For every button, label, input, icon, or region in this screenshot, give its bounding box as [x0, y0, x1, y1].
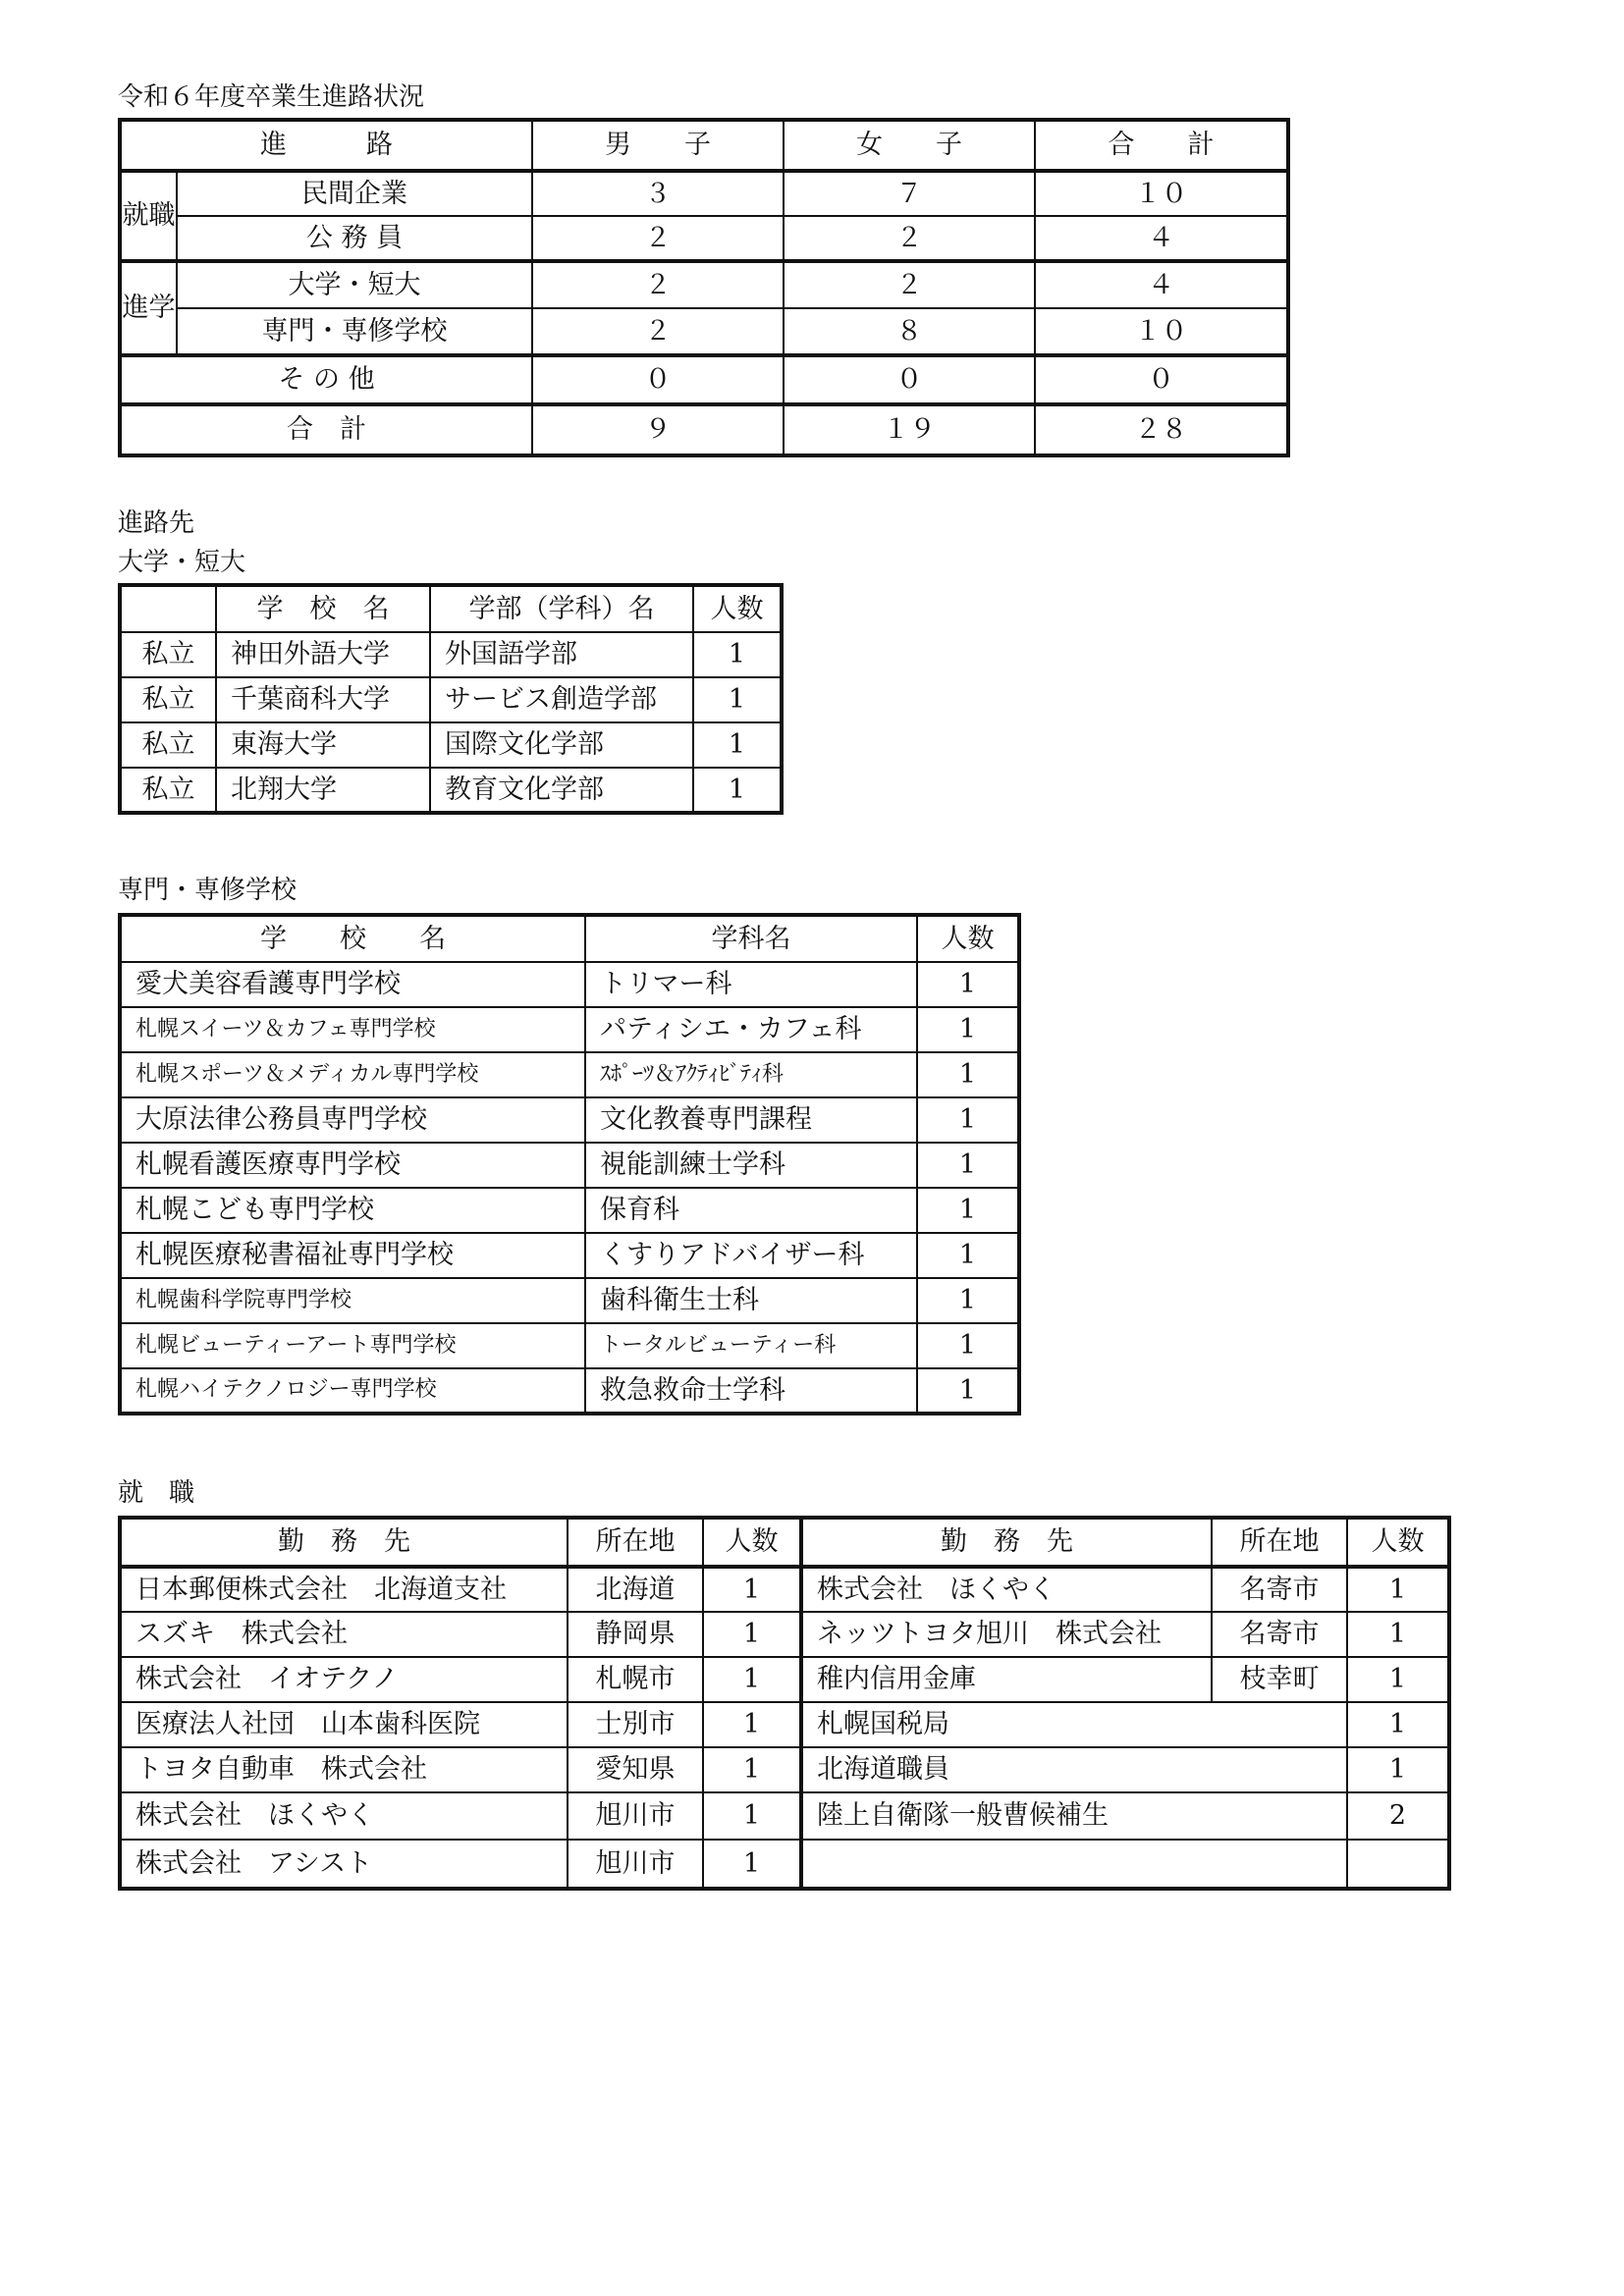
emp-employer-right: 陸上自衛隊一般曹候補生 — [801, 1792, 1347, 1840]
voc-header-count: 人数 — [917, 915, 1019, 962]
table-row — [120, 1657, 1449, 1702]
voc-dept: 救急救命士学科 — [585, 1368, 917, 1414]
row-male: ２ — [532, 216, 784, 261]
uni-type: 私立 — [120, 677, 216, 722]
emp-header-location-right: 所在地 — [1212, 1518, 1347, 1567]
row-label: 公 務 員 — [177, 216, 532, 261]
destinations-heading: 進路先 — [118, 508, 195, 538]
table-row — [120, 1007, 1019, 1052]
emp-count: 1 — [703, 1840, 801, 1889]
row-male: ２ — [532, 308, 784, 355]
emp-employer-right: 北海道職員 — [801, 1747, 1347, 1792]
table-row — [120, 1188, 1019, 1233]
uni-faculty: 外国語学部 — [430, 632, 693, 677]
row-label: 大学・短大 — [177, 261, 532, 308]
emp-location-right: 枝幸町 — [1212, 1657, 1347, 1702]
table-row — [120, 1792, 1449, 1840]
emp-count-right: 2 — [1347, 1792, 1449, 1840]
university-heading: 大学・短大 — [118, 548, 246, 577]
row-total: １０ — [1035, 171, 1288, 216]
voc-dept: ｽﾎﾟｰﾂ＆ｱｸﾃｨﾋﾞﾃｨ科 — [585, 1052, 917, 1097]
table-row — [120, 962, 1019, 1007]
voc-count: 1 — [917, 1143, 1019, 1188]
row-sum-total: ２８ — [1035, 404, 1288, 455]
emp-location: 愛知県 — [568, 1747, 703, 1792]
emp-count-right: 1 — [1347, 1747, 1449, 1792]
voc-school: 札幌スイーツ＆カフェ専門学校 — [120, 1007, 585, 1052]
table-row — [120, 722, 782, 768]
voc-school: 大原法律公務員専門学校 — [120, 1097, 585, 1143]
table-row — [120, 1368, 1019, 1414]
row-total: ４ — [1035, 216, 1288, 261]
voc-dept: 文化教養専門課程 — [585, 1097, 917, 1143]
table-row — [120, 1052, 1019, 1097]
uni-faculty: 国際文化学部 — [430, 722, 693, 768]
emp-location: 北海道 — [568, 1567, 703, 1612]
row-female: ８ — [784, 308, 1035, 355]
voc-school: 札幌スポーツ＆メディカル専門学校 — [120, 1052, 585, 1097]
emp-employer-right — [801, 1840, 1347, 1889]
emp-employer-right: 稚内信用金庫 — [801, 1657, 1212, 1702]
emp-count-right: 1 — [1347, 1702, 1449, 1747]
emp-count-right: 1 — [1347, 1567, 1449, 1612]
vocational-heading: 専門・専修学校 — [118, 876, 298, 905]
emp-header-employer: 勤 務 先 — [120, 1518, 568, 1567]
voc-count: 1 — [917, 1052, 1019, 1097]
uni-header-count: 人数 — [693, 585, 782, 632]
uni-count: 1 — [693, 677, 782, 722]
emp-count-right — [1347, 1840, 1449, 1889]
voc-header-school: 学 校 名 — [120, 915, 585, 962]
emp-header-count: 人数 — [703, 1518, 801, 1567]
voc-count: 1 — [917, 962, 1019, 1007]
voc-school: 札幌医療秘書福祉専門学校 — [120, 1233, 585, 1278]
header-path: 進 路 — [120, 120, 532, 171]
emp-count-right: 1 — [1347, 1612, 1449, 1657]
uni-type: 私立 — [120, 768, 216, 813]
emp-employer-right: 札幌国税局 — [801, 1702, 1347, 1747]
uni-count: 1 — [693, 722, 782, 768]
emp-location-right: 名寄市 — [1212, 1612, 1347, 1657]
emp-header-employer-right: 勤 務 先 — [801, 1518, 1212, 1567]
voc-dept: 視能訓練士学科 — [585, 1143, 917, 1188]
voc-count: 1 — [917, 1007, 1019, 1052]
voc-school: 札幌看護医療専門学校 — [120, 1143, 585, 1188]
row-sum-male: ９ — [532, 404, 784, 455]
emp-employer: 日本郵便株式会社 北海道支社 — [120, 1567, 568, 1612]
row-sum-label: 合 計 — [120, 404, 532, 455]
voc-header-dept: 学科名 — [585, 915, 917, 962]
summary-table — [118, 118, 1290, 457]
table-row — [120, 768, 782, 813]
emp-employer: トヨタ自動車 株式会社 — [120, 1747, 568, 1792]
uni-school: 千葉商科大学 — [216, 677, 430, 722]
table-row — [120, 1567, 1449, 1612]
row-total: ４ — [1035, 261, 1288, 308]
emp-location: 札幌市 — [568, 1657, 703, 1702]
row-male: ３ — [532, 171, 784, 216]
row-other-label: そ の 他 — [120, 355, 532, 404]
row-sum-female: １９ — [784, 404, 1035, 455]
row-female: ２ — [784, 261, 1035, 308]
voc-school: 札幌ハイテクノロジー専門学校 — [120, 1368, 585, 1414]
table-row — [120, 632, 782, 677]
emp-count: 1 — [703, 1792, 801, 1840]
voc-count: 1 — [917, 1188, 1019, 1233]
header-total: 合 計 — [1035, 120, 1288, 171]
emp-location: 旭川市 — [568, 1840, 703, 1889]
uni-count: 1 — [693, 768, 782, 813]
group-higher-ed: 進学 — [120, 261, 177, 355]
voc-school: 愛犬美容看護専門学校 — [120, 962, 585, 1007]
table-row — [120, 1097, 1019, 1143]
uni-faculty: サービス創造学部 — [430, 677, 693, 722]
emp-employer-right: ネッツトヨタ旭川 株式会社 — [801, 1612, 1212, 1657]
uni-header-school: 学 校 名 — [216, 585, 430, 632]
voc-school: 札幌ビューティーアート専門学校 — [120, 1323, 585, 1368]
emp-employer: 医療法人社団 山本歯科医院 — [120, 1702, 568, 1747]
emp-location: 静岡県 — [568, 1612, 703, 1657]
row-other-total: ０ — [1035, 355, 1288, 404]
voc-count: 1 — [917, 1368, 1019, 1414]
voc-dept: 歯科衛生士科 — [585, 1278, 917, 1323]
uni-school: 東海大学 — [216, 722, 430, 768]
table-row — [120, 1612, 1449, 1657]
row-total: １０ — [1035, 308, 1288, 355]
emp-employer: 株式会社 ほくやく — [120, 1792, 568, 1840]
table-row — [120, 1278, 1019, 1323]
header-male: 男 子 — [532, 120, 784, 171]
emp-employer: スズキ 株式会社 — [120, 1612, 568, 1657]
row-female: ２ — [784, 216, 1035, 261]
emp-header-location: 所在地 — [568, 1518, 703, 1567]
uni-type: 私立 — [120, 722, 216, 768]
voc-count: 1 — [917, 1323, 1019, 1368]
employment-table — [118, 1516, 1451, 1891]
voc-dept: くすりアドバイザー科 — [585, 1233, 917, 1278]
university-table — [118, 583, 784, 815]
voc-dept: パティシエ・カフェ科 — [585, 1007, 917, 1052]
row-other-female: ０ — [784, 355, 1035, 404]
uni-school: 北翔大学 — [216, 768, 430, 813]
table-row — [120, 1233, 1019, 1278]
voc-dept: 保育科 — [585, 1188, 917, 1233]
voc-count: 1 — [917, 1278, 1019, 1323]
table-row — [120, 1323, 1019, 1368]
row-label: 民間企業 — [177, 171, 532, 216]
row-other-male: ０ — [532, 355, 784, 404]
row-male: ２ — [532, 261, 784, 308]
table-row — [120, 677, 782, 722]
emp-count: 1 — [703, 1612, 801, 1657]
voc-school: 札幌歯科学院専門学校 — [120, 1278, 585, 1323]
emp-employer: 株式会社 イオテクノ — [120, 1657, 568, 1702]
employment-heading: 就 職 — [118, 1478, 195, 1508]
row-label: 専門・専修学校 — [177, 308, 532, 355]
emp-employer-right: 株式会社 ほくやく — [801, 1567, 1212, 1612]
emp-count: 1 — [703, 1657, 801, 1702]
uni-header-type — [120, 585, 216, 632]
table-row — [120, 1702, 1449, 1747]
uni-faculty: 教育文化学部 — [430, 768, 693, 813]
emp-location-right: 名寄市 — [1212, 1567, 1347, 1612]
emp-employer: 株式会社 アシスト — [120, 1840, 568, 1889]
voc-count: 1 — [917, 1233, 1019, 1278]
voc-dept: トリマー科 — [585, 962, 917, 1007]
emp-count: 1 — [703, 1747, 801, 1792]
voc-dept: トータルビューティー科 — [585, 1323, 917, 1368]
emp-count: 1 — [703, 1702, 801, 1747]
emp-location: 士別市 — [568, 1702, 703, 1747]
emp-count: 1 — [703, 1567, 801, 1612]
header-female: 女 子 — [784, 120, 1035, 171]
uni-school: 神田外語大学 — [216, 632, 430, 677]
emp-header-count-right: 人数 — [1347, 1518, 1449, 1567]
voc-school: 札幌こども専門学校 — [120, 1188, 585, 1233]
page-title: 令和６年度卒業生進路状況 — [118, 82, 425, 112]
table-row — [120, 1143, 1019, 1188]
group-employment: 就職 — [120, 171, 177, 261]
table-row — [120, 1747, 1449, 1792]
table-row — [120, 1840, 1449, 1889]
voc-count: 1 — [917, 1097, 1019, 1143]
row-female: ７ — [784, 171, 1035, 216]
uni-header-faculty: 学部（学科）名 — [430, 585, 693, 632]
uni-type: 私立 — [120, 632, 216, 677]
emp-location: 旭川市 — [568, 1792, 703, 1840]
vocational-table — [118, 913, 1021, 1415]
uni-count: 1 — [693, 632, 782, 677]
emp-count-right: 1 — [1347, 1657, 1449, 1702]
